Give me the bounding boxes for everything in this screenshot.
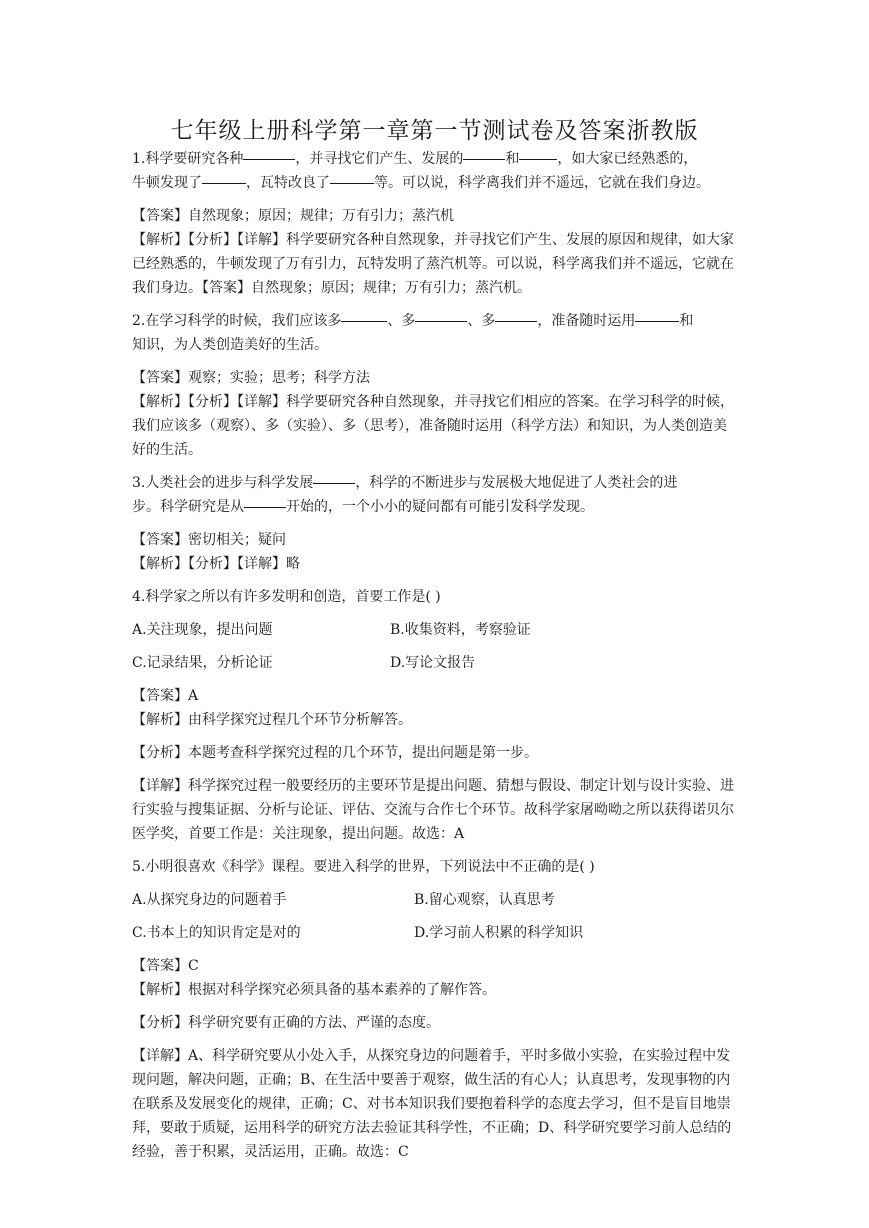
question-5 xyxy=(132,855,740,1164)
answer-line: 【答案】A xyxy=(132,688,199,704)
question-stem: 2.在学习科学的时候，我们应该多 、多 、多 ，准备随时运用 和 知识，为人类创造美好的生活。 xyxy=(132,313,694,353)
xiangjie-text: 【详解】A、科学研究要从小处入手，从探究身边的问题着手，平时多做小实验，在实验过程中发现问题，解决问题，正确；B、在生活中要善于观察，做生活的有心人；认真思考，发现事物的内在联系及发展变化的规律，正确；C、对书本知识我们要抱着科学的态度去学习，但不是盲目地崇拜，要敢于质疑，运用科学的研究方法去验证其科学性，不正确；D、科学研究要学习前人总结的经验，善于积累，灵活运用，正确。故选：C xyxy=(132,1048,732,1160)
analysis-text: 【解析】【分析】【详解】科学要研究各种自然现象，并寻找它们产生、发展的原因和规律，如大家已经熟悉的，牛顿发现了万有引力，瓦特发明了蒸汽机等。可以说，科学离我们并不遥远，它就在我们身边。【答案】自然现象；原因；规律；万有引力；蒸汽机。 xyxy=(132,232,734,296)
answer-line: 【答案】观察；实验；思考；科学方法 xyxy=(132,370,370,386)
options-row xyxy=(132,921,740,945)
answer-line: 【答案】C xyxy=(132,958,199,974)
question-1 xyxy=(132,147,740,300)
page-title: 七年级上册科学第一章第一节测试卷及答案浙教版 xyxy=(170,118,699,144)
options-row xyxy=(132,651,740,675)
fill-blank xyxy=(313,482,355,484)
jiexi-text: 【解析】由科学探究过程几个环节分析解答。 xyxy=(132,712,412,728)
question-4 xyxy=(132,585,740,846)
option-c: C.记录结果，分析论证 xyxy=(132,655,273,671)
fill-blank xyxy=(341,320,387,322)
question-stem: 1.科学要研究各种 ，并寻找它们产生、发展的 和 ，如大家已经熟悉的， 牛顿发现了 ，瓦特改良了 等。可以说，科学离我们并不遥远，它就在我们身边。 xyxy=(132,151,710,191)
fill-blank xyxy=(495,320,537,322)
option-a: A.从探究身边的问题着手 xyxy=(132,892,287,908)
fill-blank xyxy=(415,320,467,322)
option-a: A.关注现象，提出问题 xyxy=(132,622,273,638)
answer-line: 【答案】密切相关；疑问 xyxy=(132,532,286,548)
question-2 xyxy=(132,309,740,462)
answer-line: 【答案】自然现象；原因；规律；万有引力；蒸汽机 xyxy=(132,208,454,224)
fill-blank xyxy=(202,182,246,184)
fill-blank xyxy=(635,320,679,322)
fill-blank xyxy=(243,158,295,160)
exam-content xyxy=(132,147,740,1164)
option-b: B.留心观察，认真思考 xyxy=(414,892,555,908)
jiexi-text: 【解析】根据对科学探究必须具备的基本素养的了解作答。 xyxy=(132,982,496,998)
option-b: B.收集资料，考察验证 xyxy=(390,622,531,638)
options-row xyxy=(132,618,740,642)
analysis-text: 【解析】【分析】【详解】科学要研究各种自然现象，并寻找它们相应的答案。在学习科学的时候，我们应该多（观察）、多（实验）、多（思考），准备随时运用（科学方法）和知识，为人类创造美好的生活。 xyxy=(132,394,734,458)
option-d: D.学习前人积累的科学知识 xyxy=(414,925,584,941)
fenxi-text: 【分析】科学研究要有正确的方法、严谨的态度。 xyxy=(132,1015,440,1031)
question-stem: 4.科学家之所以有许多发明和创造，首要工作是( ) xyxy=(132,589,441,605)
option-c: C.书本上的知识肯定是对的 xyxy=(132,925,301,941)
fill-blank xyxy=(519,158,557,160)
options-row xyxy=(132,888,740,912)
option-d: D.写论文报告 xyxy=(390,655,476,671)
fill-blank xyxy=(330,182,374,184)
question-stem: 3.人类社会的进步与科学发展 ，科学的不断进步与发展极大地促进了人类社会的进 步。科学研究是从 开始的，一个小小的疑问都有可能引发科学发现。 xyxy=(132,475,678,515)
fenxi-text: 【分析】本题考查科学探究过程的几个环节，提出问题是第一步。 xyxy=(132,745,538,761)
fill-blank xyxy=(244,506,286,508)
xiangjie-text: 【详解】科学探究过程一般要经历的主要环节是提出问题、猜想与假设、制定计划与设计实验、进行实验与搜集证据、分析与论证、评估、交流与合作七个环节。故科学家屠呦呦之所以获得诺贝尔医学奖，首要工作是：关注现象，提出问题。故选：A xyxy=(132,778,734,842)
analysis-text: 【解析】【分析】【详解】略 xyxy=(132,556,300,572)
fill-blank xyxy=(463,158,505,160)
question-stem: 5.小明很喜欢《科学》课程。要进入科学的世界，下列说法中不正确的是( ) xyxy=(132,859,595,875)
question-3 xyxy=(132,471,740,576)
